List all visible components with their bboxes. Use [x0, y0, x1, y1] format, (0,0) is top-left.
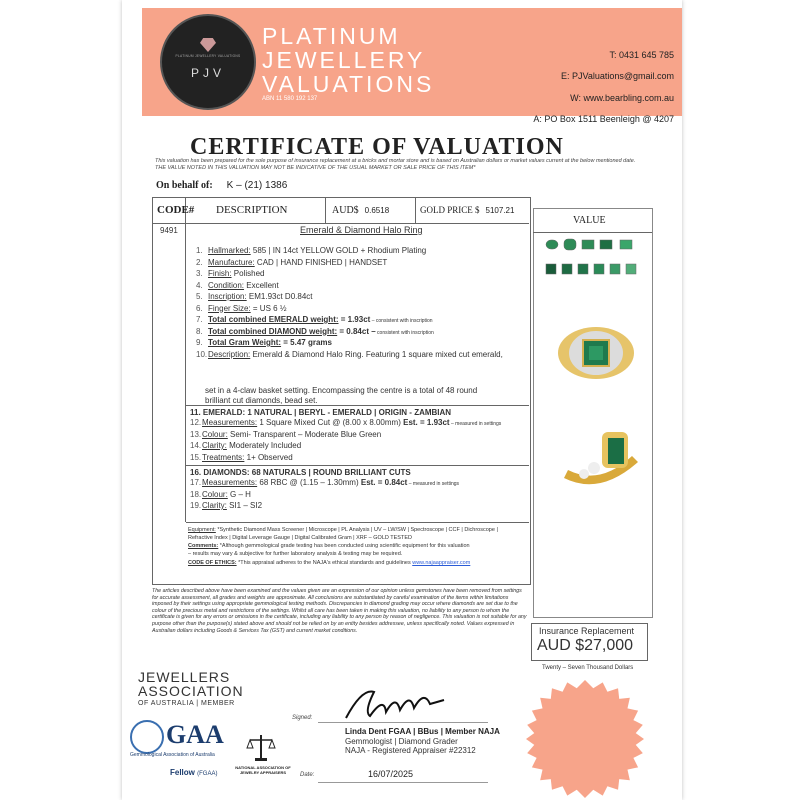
aud-header: [332, 197, 389, 223]
row-text: 1 Square Mixed Cut @ (8.00 x 8.00mm): [257, 418, 404, 427]
spec-row: [196, 315, 433, 324]
disclaimer: The articles described above have been examined and the values given are an expression of our opinion unless gemstones have been removed from settings for accurate assessment, all grades and weights are approximate. All conclusions are substantiated by careful examination of the items within limitations imposed by their settings using appropriate gemmological testing methods. Discrepancies in diamond grading may occur where diamonds are set due to the colour of the precious metal and restrictions of the settings. Whilst all care has been taken in making this valuation, no liability to any person to whom the certificate is given for any errors or omissions in the certificate, including any liability to any person by reason of negligence. This valuation is not suitable for any purpose other than the purpose(s) stated above and should not be relied on by an entity besides addressee, unless specifically noted. Values expressed in Australian dollars including Goods & Services Tax (GST) and current market conditions.: [152, 588, 527, 634]
row-label: Treatments:: [202, 452, 245, 462]
diamond-row: [190, 501, 262, 510]
contact-phone: T: 0431 645 785: [609, 50, 674, 60]
spec-row: [196, 292, 313, 301]
row-number: 15.: [190, 452, 202, 462]
logo-text: PJV: [190, 66, 225, 80]
comments-line-1: [188, 543, 470, 549]
code-column-divider: [185, 197, 186, 522]
code-header: CODE#: [157, 204, 195, 216]
row-number: 13.: [190, 429, 202, 439]
diamond-row: [190, 478, 459, 487]
row-text: = 0.84ct –: [337, 326, 376, 336]
row-text: SI1 – SI2: [226, 501, 263, 510]
row-number: 12.: [190, 418, 202, 427]
aud-label: AUD$: [332, 204, 359, 216]
brand-line-3: VALUATIONS: [262, 71, 435, 97]
brand-line-2: JEWELLERY: [262, 47, 426, 73]
diamond-row: [190, 490, 251, 499]
brand-line-1: PLATINUM: [262, 23, 401, 49]
row-label: Hallmarked:: [208, 246, 251, 255]
abn-number: ABN 11 580 192 137: [262, 96, 318, 102]
row-text: = 1.93ct: [338, 315, 371, 324]
row-label: Measurements:: [202, 418, 258, 427]
signed-label: Signed:: [292, 715, 313, 721]
row-label: Colour:: [202, 429, 228, 439]
row-number: 1.: [196, 246, 203, 255]
ring-side-image: [560, 418, 642, 498]
row-label: Total combined EMERALD weight:: [208, 315, 339, 324]
fellow-text: Fellow: [170, 768, 195, 777]
row-text: CAD | HAND FINISHED | HANDSET: [254, 257, 388, 267]
row-estimate: Est. = 0.84ct: [360, 478, 408, 487]
signature-mark: [340, 682, 450, 724]
emerald-row: [190, 418, 501, 427]
purpose-line-1: This valuation has been prepared for the sole purpose of insurance replacement at a bricks and mortar store and is based on Australian dollars or market values current at the below mentioned date.: [155, 158, 636, 164]
row-note: – measured in settings: [407, 481, 460, 487]
jaa-subtitle: OF AUSTRALIA | MEMBER: [138, 700, 235, 707]
pjv-logo: [160, 14, 256, 110]
row-label: Finger Size:: [208, 303, 251, 313]
naja-scales-icon: [246, 732, 276, 762]
item-name: Emerald & Diamond Halo Ring: [300, 225, 423, 235]
row-text: Moderately Included: [226, 441, 302, 450]
aud-value: 0.6518: [364, 205, 390, 215]
naja-logo: NATIONAL ASSOCIATION OF JEWELRY APPRAISERS: [235, 765, 291, 775]
spec-row: [196, 281, 279, 290]
row-number: 3.: [196, 269, 203, 278]
row-label: Clarity:: [202, 501, 227, 510]
row-label: Colour:: [202, 489, 228, 499]
row-text: = US 6 ½: [250, 303, 287, 313]
gaa-diamond-icon: [130, 720, 164, 754]
item-code: 9491: [160, 226, 178, 235]
row-label: Finish:: [208, 269, 232, 278]
equipment-label: Equipment:: [188, 527, 216, 533]
comments-line-2: – results may vary & subjective for further laboratory analysis & testing may be required.: [188, 551, 403, 557]
contact-website: W: www.bearbling.com.au: [570, 93, 674, 103]
description-header: DESCRIPTION: [216, 204, 288, 216]
spec-row: [196, 304, 286, 313]
signature-line: [318, 722, 488, 723]
ring-top-image: [555, 322, 637, 384]
jaa-logo: [138, 670, 244, 698]
ethics-line: [188, 560, 470, 566]
insurance-value: AUD $27,000: [537, 637, 634, 654]
signer-role: Gemmologist | Diamond Grader: [345, 737, 458, 746]
jaa-line-2: ASSOCIATION: [138, 683, 244, 699]
signer-registration: NAJA - Registered Appraiser #22312: [345, 746, 476, 755]
on-behalf-value: K – (21) 1386: [226, 180, 288, 191]
diamond-heading: 16. DIAMONDS: 68 NATURALS | ROUND BRILLIANT CUTS: [190, 468, 411, 477]
fellow-tag: (FGAA): [197, 771, 218, 777]
row-text: EM1.93ct D0.84ct: [246, 292, 313, 301]
equipment-line-1: [188, 527, 498, 533]
purpose-line-2: THE VALUE NOTED IN THIS VALUATION MAY NOT BE INDICATIVE OF THE USUAL MARKET OR SALE PRICE OF THIS ITEM*: [155, 165, 476, 171]
row-number: 8.: [196, 326, 203, 336]
equipment-divider: [186, 522, 529, 523]
row-label: Manufacture:: [208, 257, 255, 267]
gaa-logo: GAA: [166, 720, 224, 749]
row-text: Emerald & Diamond Halo Ring. Featuring 1 square mixed cut emerald,: [250, 349, 503, 359]
gold-divider: [415, 197, 416, 223]
gaa-subtitle: Gemmological Association of Australia: [130, 752, 215, 758]
comments-text: *Although gemmological grade testing has been conducted using scientific equipment for this valuation: [218, 543, 470, 549]
row-text: Excellent: [244, 280, 279, 290]
spec-row: [196, 327, 434, 336]
row-number: 17.: [190, 478, 202, 487]
value-header-divider: [533, 232, 652, 233]
row-text: Polished: [231, 269, 265, 278]
row-label: Inscription:: [208, 292, 247, 301]
value-header: VALUE: [573, 214, 606, 226]
gold-header: [420, 197, 514, 223]
diamond-divider: [186, 465, 529, 466]
equipment-line-2: Refractive Index | Digital Leverage Gauge | Digital Calibrated Gram | XRF – GOLD TESTED: [188, 535, 412, 541]
spec-row: [196, 246, 426, 255]
row-text: = 5.47 grams: [281, 338, 332, 347]
insurance-words: Twenty – Seven Thousand Dollars: [542, 665, 634, 671]
row-text: G – H: [227, 489, 251, 499]
insurance-label: Insurance Replacement: [539, 626, 635, 636]
description-cont-1: set in a 4-claw basket setting. Encompassing the centre is a total of 48 round: [205, 386, 478, 395]
emerald-row: [190, 453, 293, 462]
gold-label: GOLD PRICE $: [420, 205, 480, 215]
contact-email: E: PJValuations@gmail.com: [560, 71, 674, 81]
fellow-label: [170, 768, 217, 777]
gem-icon: [200, 38, 216, 52]
gem-colour-chart: [540, 236, 646, 290]
row-number: 2.: [196, 257, 203, 267]
on-behalf-label: On behalf of:: [156, 180, 213, 191]
date-line: [318, 782, 488, 783]
row-note: – measured in settings: [449, 421, 502, 427]
valuation-date: 16/07/2025: [368, 769, 414, 779]
comments-label: Comments:: [188, 543, 219, 549]
header-divider: [152, 223, 529, 224]
date-label: Date:: [300, 772, 315, 778]
row-text: 1+ Observed: [244, 452, 293, 462]
signer-name: Linda Dent FGAA | BBus | Member NAJA: [345, 727, 500, 736]
row-number: 6.: [196, 303, 203, 313]
row-estimate: Est. = 1.93ct: [403, 418, 450, 427]
emerald-row: [190, 430, 381, 439]
emerald-divider: [186, 405, 529, 406]
row-note: consistent with inscription: [375, 329, 434, 336]
row-number: 9.: [196, 338, 203, 347]
on-behalf: [156, 180, 287, 191]
row-label: Description:: [208, 349, 251, 359]
row-number: 19.: [190, 501, 202, 510]
row-number: 18.: [190, 489, 202, 499]
row-text: 585 | IN 14ct YELLOW GOLD + Rhodium Plating: [250, 246, 427, 255]
brand-name: [262, 24, 434, 96]
contact-address: A: PO Box 1511 Beenleigh @ 4207: [533, 114, 674, 124]
row-text: 68 RBC @ (1.15 – 1.30mm): [257, 478, 361, 487]
ethics-label: CODE OF ETHICS:: [188, 560, 237, 566]
row-number: 5.: [196, 292, 203, 301]
row-number: 14.: [190, 441, 202, 450]
jaa-line-1: JEWELLERS: [138, 669, 231, 685]
row-number: 7.: [196, 315, 203, 324]
row-label: Condition:: [208, 280, 245, 290]
spec-row: [196, 258, 387, 267]
equipment-text: *Synthetic Diamond Mass Screener | Microscope | PL Analysis | UV – LW/SW | Spectroscope | CCF | Dichroscope |: [215, 527, 498, 533]
row-note: – consistent with inscription: [370, 318, 433, 324]
row-number: 4.: [196, 280, 203, 290]
spec-row: [196, 269, 264, 278]
emerald-row: [190, 441, 301, 450]
row-text: Semi- Transparent – Moderate Blue Green: [227, 429, 382, 439]
row-label: Measurements:: [202, 478, 258, 487]
description-cont-2: brilliant cut diamonds, bead set.: [205, 396, 318, 405]
row-label: Total Gram Weight:: [208, 338, 282, 347]
row-label: Clarity:: [202, 441, 227, 450]
ethics-link[interactable]: www.najaappraiser.com: [412, 560, 471, 566]
ethics-text: *This appraisal adheres to the NAJA's ethical standards and guidelines: [236, 560, 413, 566]
row-label: Total combined DIAMOND weight:: [208, 326, 338, 336]
spec-row: [196, 338, 332, 347]
logo-ring-text: PLATINUM JEWELLERY VALUATIONS: [175, 54, 241, 58]
aud-divider: [325, 197, 326, 223]
row-number: 10.: [196, 349, 208, 359]
spec-row: [196, 350, 503, 359]
gold-value: 5107.21: [485, 205, 515, 215]
document-title: CERTIFICATE OF VALUATION: [190, 134, 564, 160]
emerald-heading: 11. EMERALD: 1 NATURAL | BERYL - EMERALD | ORIGIN - ZAMBIAN: [190, 408, 452, 417]
